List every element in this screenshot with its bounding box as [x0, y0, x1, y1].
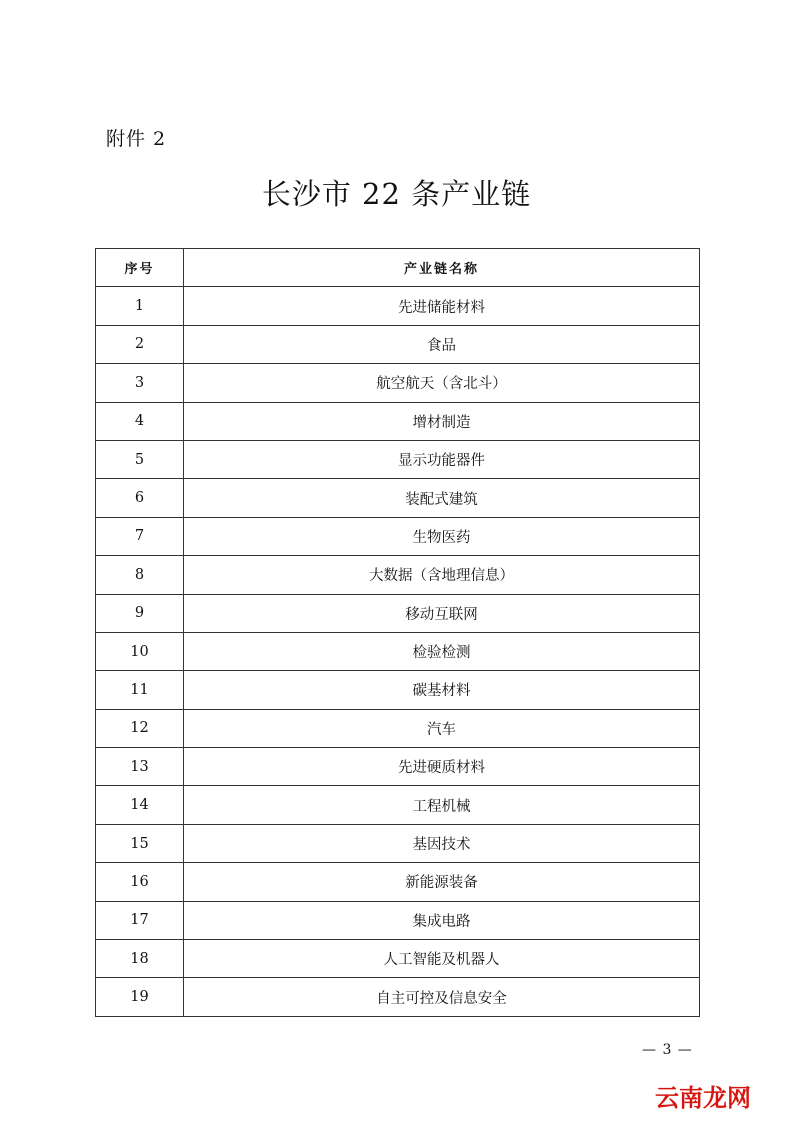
row-chain-name: 基因技术 [184, 824, 700, 862]
row-chain-name: 先进储能材料 [184, 287, 700, 325]
row-index: 7 [96, 517, 184, 555]
watermark-logo: 云南龙网 [655, 1084, 751, 1112]
table-row [96, 364, 700, 402]
industry-chain-table [95, 248, 700, 1017]
table-row [96, 901, 700, 939]
row-chain-name: 碳基材料 [184, 671, 700, 709]
row-index: 12 [96, 709, 184, 747]
row-index: 3 [96, 364, 184, 402]
row-index: 18 [96, 940, 184, 978]
table-row [96, 786, 700, 824]
row-index: 8 [96, 556, 184, 594]
row-index: 9 [96, 594, 184, 632]
table-row [96, 479, 700, 517]
table-row [96, 632, 700, 670]
row-index: 16 [96, 863, 184, 901]
document-title: 长沙市 22 条产业链 [261, 177, 532, 211]
table-row [96, 325, 700, 363]
table-row [96, 440, 700, 478]
row-index: 2 [96, 325, 184, 363]
row-chain-name: 新能源装备 [184, 863, 700, 901]
table-row [96, 748, 700, 786]
row-chain-name: 人工智能及机器人 [184, 940, 700, 978]
row-index: 15 [96, 824, 184, 862]
table-row [96, 709, 700, 747]
row-index: 14 [96, 786, 184, 824]
table-row [96, 517, 700, 555]
row-index: 17 [96, 901, 184, 939]
row-chain-name: 集成电路 [184, 901, 700, 939]
row-chain-name: 移动互联网 [184, 594, 700, 632]
row-index: 11 [96, 671, 184, 709]
row-index: 10 [96, 632, 184, 670]
row-index: 5 [96, 440, 184, 478]
row-chain-name: 增材制造 [184, 402, 700, 440]
table-row [96, 594, 700, 632]
table-row [96, 287, 700, 325]
row-index: 1 [96, 287, 184, 325]
row-chain-name: 检验检测 [184, 632, 700, 670]
row-chain-name: 自主可控及信息安全 [184, 978, 700, 1016]
row-index: 19 [96, 978, 184, 1016]
table-row [96, 940, 700, 978]
row-chain-name: 显示功能器件 [184, 440, 700, 478]
row-index: 4 [96, 402, 184, 440]
attachment-label: 附件 2 [106, 128, 167, 150]
row-chain-name: 航空航天（含北斗） [184, 364, 700, 402]
table-row [96, 863, 700, 901]
table-row [96, 671, 700, 709]
row-chain-name: 大数据（含地理信息） [184, 556, 700, 594]
row-chain-name: 汽车 [184, 709, 700, 747]
table-row [96, 824, 700, 862]
table-header-row [96, 249, 700, 287]
header-index: 序号 [96, 249, 184, 287]
row-chain-name: 先进硬质材料 [184, 748, 700, 786]
header-chain-name: 产业链名称 [184, 249, 700, 287]
row-chain-name: 装配式建筑 [184, 479, 700, 517]
table-row [96, 402, 700, 440]
table-body [96, 287, 700, 1016]
row-chain-name: 食品 [184, 325, 700, 363]
table-row [96, 978, 700, 1016]
row-index: 13 [96, 748, 184, 786]
row-index: 6 [96, 479, 184, 517]
page-number: — 3 — [642, 1042, 693, 1058]
row-chain-name: 生物医药 [184, 517, 700, 555]
row-chain-name: 工程机械 [184, 786, 700, 824]
table-row [96, 556, 700, 594]
